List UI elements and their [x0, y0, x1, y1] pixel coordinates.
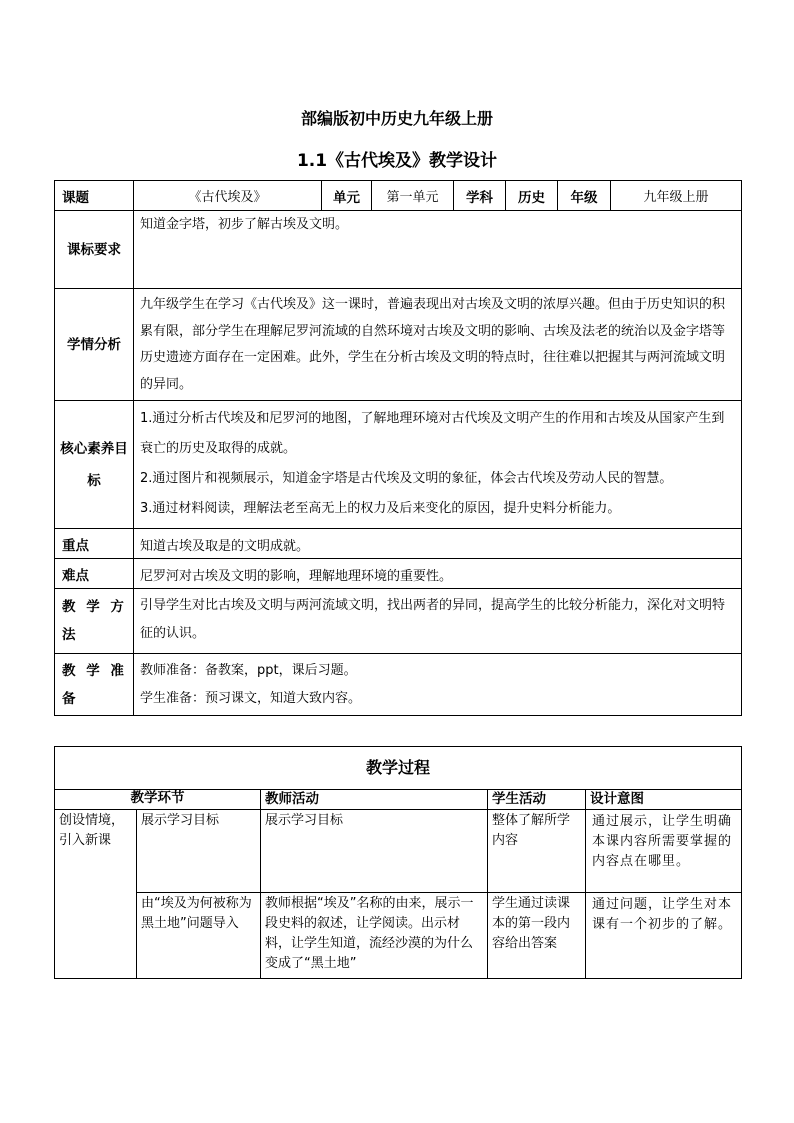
- method-text: 引导学生对比古埃及文明与两河流域文明，找出两者的异同，提高学生的比较分析能力，深化对文明特征的认识。: [134, 589, 742, 654]
- standard-label: 课标要求: [55, 211, 134, 289]
- document-title: 部编版初中历史九年级上册: [300, 109, 493, 128]
- intent-cell: 通过展示，让学生明确本课内容所需要掌握的内容点在哪里。: [586, 810, 742, 893]
- lesson-info-table: [54, 180, 742, 716]
- goal-item: 2.通过图片和视频展示，知道金字塔是古代埃及文明的象征，体会古代埃及劳动人民的智慧。: [140, 471, 673, 486]
- header-intent: 设计意图: [586, 790, 742, 810]
- document-subtitle: 1.1《古代埃及》教学设计: [296, 151, 498, 171]
- table-row: [55, 810, 742, 893]
- stage-cell: 创设情境，引入新课: [55, 810, 137, 979]
- unit-value: 第一单元: [372, 181, 454, 211]
- prep-label: 教 学 准 备: [55, 654, 134, 716]
- analysis-text: 九年级学生在学习《古代埃及》这一课时，普遍表现出对古埃及文明的浓厚兴趣。但由于历史知识的积累有限，部分学生在理解尼罗河流域的自然环境对古埃及文明的影响、古埃及法老的统治以及金字塔等历史遗迹方面存在一定困难。此外，学生在分析古埃及文明的特点时，往往难以把握其与两河流域文明的异同。: [134, 289, 742, 401]
- teaching-process-table: [54, 746, 742, 979]
- grade-label: 年级: [558, 181, 611, 211]
- key-text: 知道古埃及取是的文明成就。: [134, 529, 742, 559]
- process-title: 教学过程: [55, 747, 742, 790]
- method-label: 教 学 方 法: [55, 589, 134, 654]
- teacher-cell: 展示学习目标: [261, 810, 488, 893]
- header-student: 学生活动: [488, 790, 586, 810]
- difficulty-text: 尼罗河对古埃及文明的影响，理解地理环境的重要性。: [134, 559, 742, 589]
- goals-label: 核心素养目标: [55, 401, 134, 529]
- topic-value: 《古代埃及》: [134, 181, 322, 211]
- table-row: [55, 893, 742, 979]
- student-cell: 整体了解所学内容: [488, 810, 586, 893]
- step-cell: 展示学习目标: [137, 810, 261, 893]
- prep-cell: [134, 654, 742, 716]
- prep-teacher: 教师准备：备教案，ppt，课后习题。: [140, 663, 357, 678]
- standard-text: 知道金字塔，初步了解古埃及文明。: [134, 211, 742, 289]
- key-label: 重点: [55, 529, 134, 559]
- goal-item: 1.通过分析古代埃及和尼罗河的地图，了解地理环境对古代埃及文明产生的作用和古埃及从国家产生到衰亡的历史及取得的成就。: [140, 411, 725, 456]
- step-cell: 由“埃及为何被称为黑土地”问题导入: [137, 893, 261, 979]
- topic-label: 课题: [55, 181, 134, 211]
- unit-label: 单元: [322, 181, 372, 211]
- goals-list: [134, 401, 742, 529]
- analysis-label: 学情分析: [55, 289, 134, 401]
- header-teacher: 教师活动: [261, 790, 488, 810]
- intent-cell: 通过问题，让学生对本课有一个初步的了解。: [586, 893, 742, 979]
- difficulty-label: 难点: [55, 559, 134, 589]
- grade-value: 九年级上册: [611, 181, 742, 211]
- student-cell: 学生通过读课本的第一段内容给出答案: [488, 893, 586, 979]
- subject-value: 历史: [506, 181, 558, 211]
- subject-label: 学科: [454, 181, 506, 211]
- prep-student: 学生准备：预习课文，知道大致内容。: [140, 691, 362, 706]
- teacher-cell: 教师根据“埃及”名称的由来，展示一段史料的叙述，让学阅读。出示材料，让学生知道，流经沙漠的为什么变成了“黑土地”: [261, 893, 488, 979]
- header-stage: 教学环节: [55, 790, 261, 810]
- goal-item: 3.通过材料阅读，理解法老至高无上的权力及后来变化的原因，提升史料分析能力。: [140, 501, 621, 516]
